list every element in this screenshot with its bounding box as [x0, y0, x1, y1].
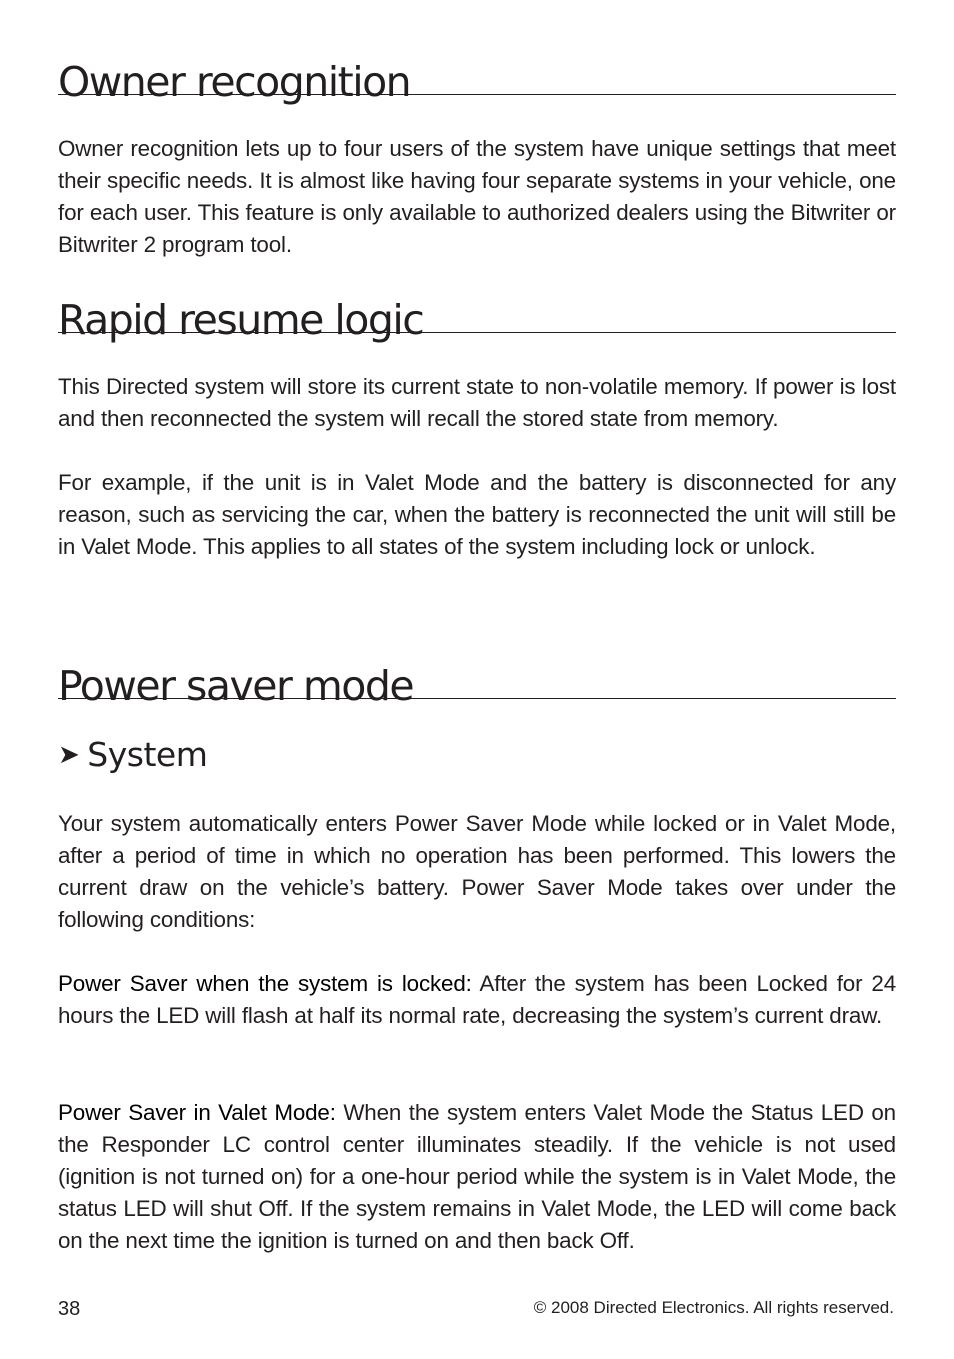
- power-saver-paragraph: Your system automatically enters Power Saver Mode while locked or in Valet Mode, after a period of time in which no operation has been performed. This lowers the current draw on the vehicle’s battery. Power Saver Mode takes over under the following conditions:: [58, 811, 896, 932]
- power-saver-valet-body: When the system enters Valet Mode the Status LED on the Responder LC control center illuminates steadily. If the vehicle is not used (ignition is not turned on) for a one-hour period while the system is in Valet Mode, the status LED will shut Off. If the system remains in Valet Mode, the LED will come back on the next time the ignition is turned on and then back Off.: [58, 1100, 896, 1253]
- owner-recognition-title: Owner recognition: [58, 58, 411, 106]
- rapid-resume-heading: [58, 294, 896, 344]
- power-saver-locked-paragraph: [58, 968, 896, 1032]
- right-arrowhead-icon: ➤: [58, 740, 80, 770]
- power-saver-heading: [58, 660, 896, 710]
- system-subheading: [58, 735, 208, 774]
- owner-recognition-paragraph: Owner recognition lets up to four users of the system have unique settings that meet their specific needs. It is almost like having four separate systems in your vehicle, one for each user. This feature is only available to authorized dealers using the Bitwriter or Bitwriter 2 program tool.: [58, 136, 896, 257]
- page-number: 38: [58, 1298, 81, 1320]
- rapid-resume-title: Rapid resume logic: [58, 296, 424, 344]
- rapid-resume-paragraph-2: For example, if the unit is in Valet Mode and the battery is disconnected for any reason, such as servicing the car, when the battery is reconnected the unit will still be in Valet Mode. This applies to all states of the system including lock or unlock.: [58, 470, 896, 559]
- power-saver-title: Power saver mode: [58, 662, 414, 710]
- system-subheading-label: System: [87, 735, 208, 774]
- rapid-resume-paragraph-1: This Directed system will store its current state to non-volatile memory. If power is lost and then reconnected the system will recall the stored state from memory.: [58, 374, 896, 431]
- power-saver-locked-lead: Power Saver when the system is locked:: [58, 971, 472, 996]
- owner-recognition-heading: [58, 56, 896, 106]
- power-saver-valet-lead: Power Saver in Valet Mode:: [58, 1100, 336, 1125]
- copyright-notice: © 2008 Directed Electronics. All rights reserved.: [533, 1298, 894, 1317]
- power-saver-valet-paragraph: [58, 1097, 896, 1257]
- power-saver-locked-body: After the system has been Locked for 24 hours the LED will flash at half its normal rate, decreasing the system’s current draw.: [58, 971, 896, 1028]
